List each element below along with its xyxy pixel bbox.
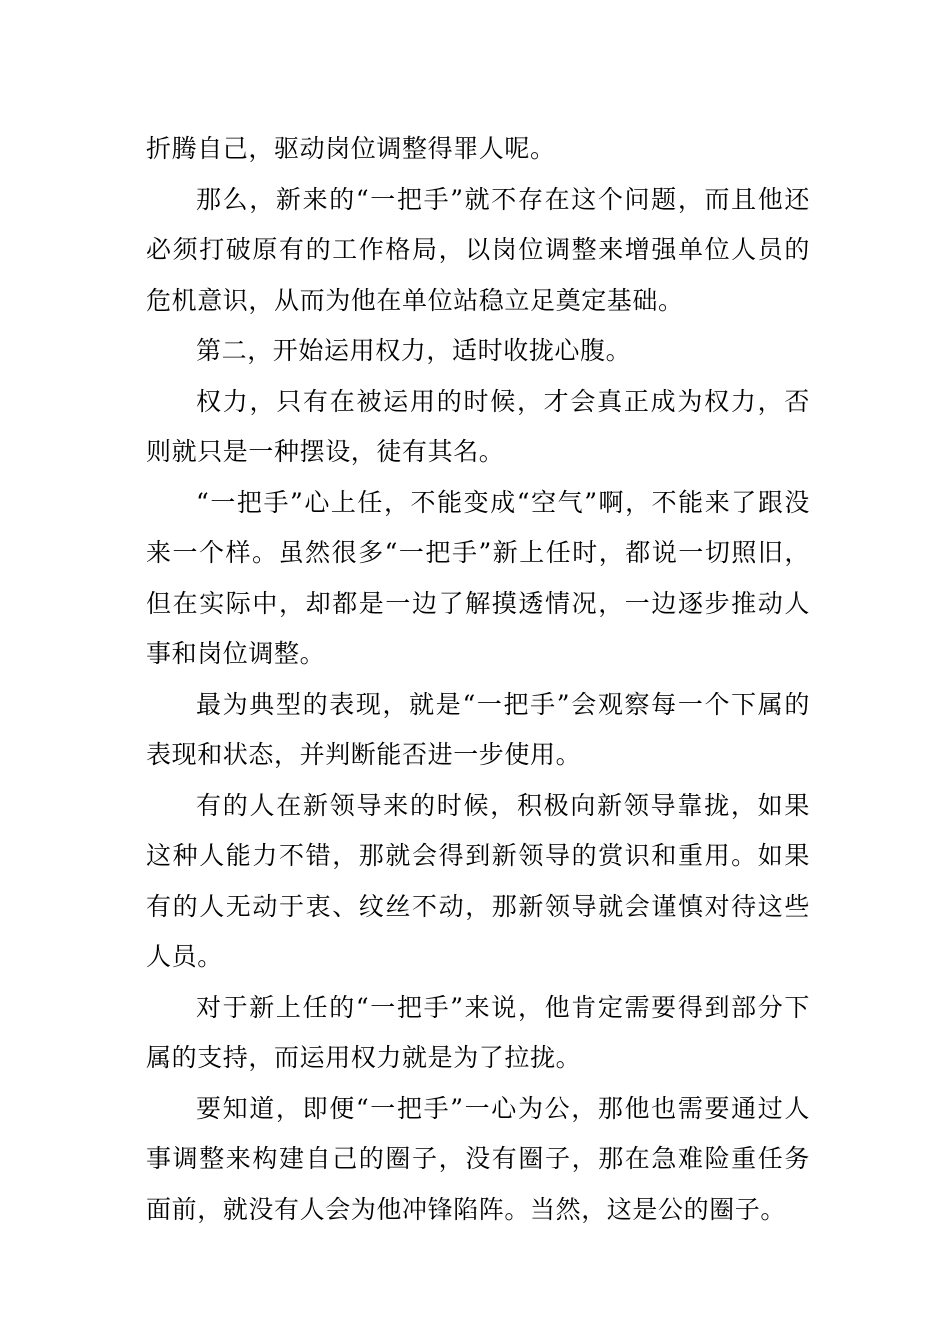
paragraph-3: 第二，开始运用权力，适时收拢心腹。 [196,336,632,365]
paragraph-4: 权力，只有在被运用的时候，才会真正成为权力，否则就只是一种摆设，徒有其名。 [146,386,810,466]
paragraph-9: 要知道，即便“一把手”一心为公，那他也需要通过人事调整来构建自己的圈子，没有圈子，那在急难险重任务面前，就没有人会为他冲锋陷阵。当然，这是公的圈子。 [146,1093,810,1224]
document-page [146,124,810,1235]
paragraph-5: “一把手”心上任，不能变成“空气”啊，不能来了跟没来一个样。虽然很多“一把手”新上任时，都说一切照旧，但在实际中，却都是一边了解摸透情况，一边逐步推动人事和岗位调整。 [146,487,810,668]
paragraph-7: 有的人在新领导来的时候，积极向新领导靠拢，如果这种人能力不错，那就会得到新领导的赏识和重用。如果有的人无动于衷、纹丝不动，那新领导就会谨慎对待这些人员。 [146,790,810,971]
paragraph-2: 那么，新来的“一把手”就不存在这个问题，而且他还必须打破原有的工作格局，以岗位调整来增强单位人员的危机意识，从而为他在单位站稳立足奠定基础。 [146,184,810,315]
paragraph-8: 对于新上任的“一把手”来说，他肯定需要得到部分下属的支持，而运用权力就是为了拉拢。 [146,992,810,1072]
paragraph-6: 最为典型的表现，就是“一把手”会观察每一个下属的表现和状态，并判断能否进一步使用。 [146,689,810,769]
paragraph-1: 折腾自己，驱动岗位调整得罪人呢。 [146,134,556,163]
